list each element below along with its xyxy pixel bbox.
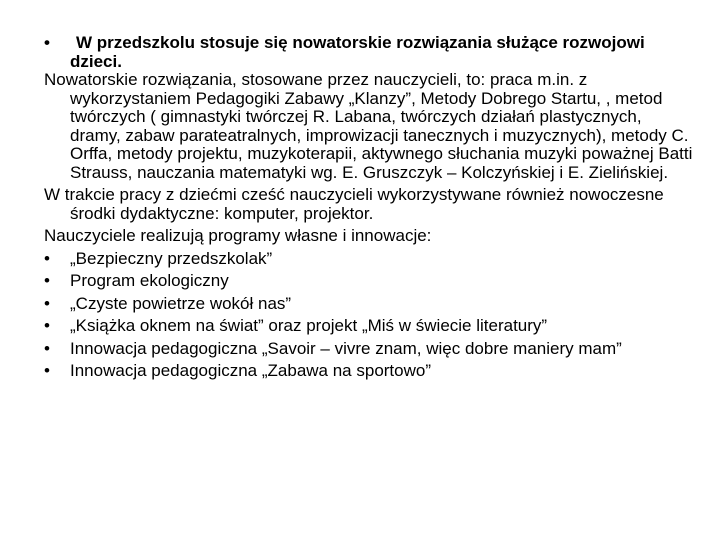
program-item-text: „Czyste powietrze wokół nas” <box>70 293 292 313</box>
methods-paragraph: Nowatorskie rozwiązania, stosowane przez nauczycieli, to: praca m.in. z wykorzystaniem Pedagogiki Zabawy „Klanzy”, Metody Dobrego Startu, , metod twórczych ( gimnastyki twórczej R. Labana, twórczych działań plastycznych, dramy, zabaw parateatralnych, improwizacji tanecznych i muzycznych), metody C. Orffa, metody projektu, muzykoterapii, aktywnego słuchania muzyki poważnej Batti Strauss, nauczania matematyki wg. E. Gruszczyk – Kolczyńskiej i E. Zielińskiej. <box>44 70 693 182</box>
bullet-icon: • <box>44 271 50 290</box>
program-item-text: „Książka oknem na świat” oraz projekt „Miś w świecie literatury” <box>70 316 548 335</box>
program-item <box>44 272 694 291</box>
bullet-icon: • <box>44 33 50 52</box>
program-item-text: Innowacja pedagogiczna „Savoir – vivre znam, więc dobre maniery mam” <box>70 338 622 358</box>
program-item <box>44 362 694 381</box>
intro-text: W przedszkolu stosuje się nowatorskie rozwiązania służące rozwojowi dzieci. <box>70 33 645 71</box>
bullet-icon: • <box>44 316 50 335</box>
bullet-icon: • <box>44 293 50 313</box>
program-item <box>44 340 694 359</box>
program-item-text: Innowacja pedagogiczna „Zabawa na sportowo” <box>70 361 432 380</box>
program-item <box>44 250 694 269</box>
program-item <box>44 295 694 314</box>
programs-heading: Nauczyciele realizują programy własne i innowacje: <box>44 226 432 245</box>
bullet-icon: • <box>44 361 50 380</box>
program-item-text: „Bezpieczny przedszkolak” <box>70 248 273 268</box>
bullet-icon: • <box>44 248 50 268</box>
bullet-icon: • <box>44 338 50 358</box>
program-item <box>44 317 694 336</box>
program-item-text: Program ekologiczny <box>70 271 229 290</box>
media-paragraph: W trakcie pracy z dziećmi cześć nauczycieli wykorzystywane również nowoczesne środki dydaktyczne: komputer, projektor. <box>44 185 664 223</box>
slide-content <box>44 34 694 381</box>
intro-bullet <box>44 34 694 71</box>
